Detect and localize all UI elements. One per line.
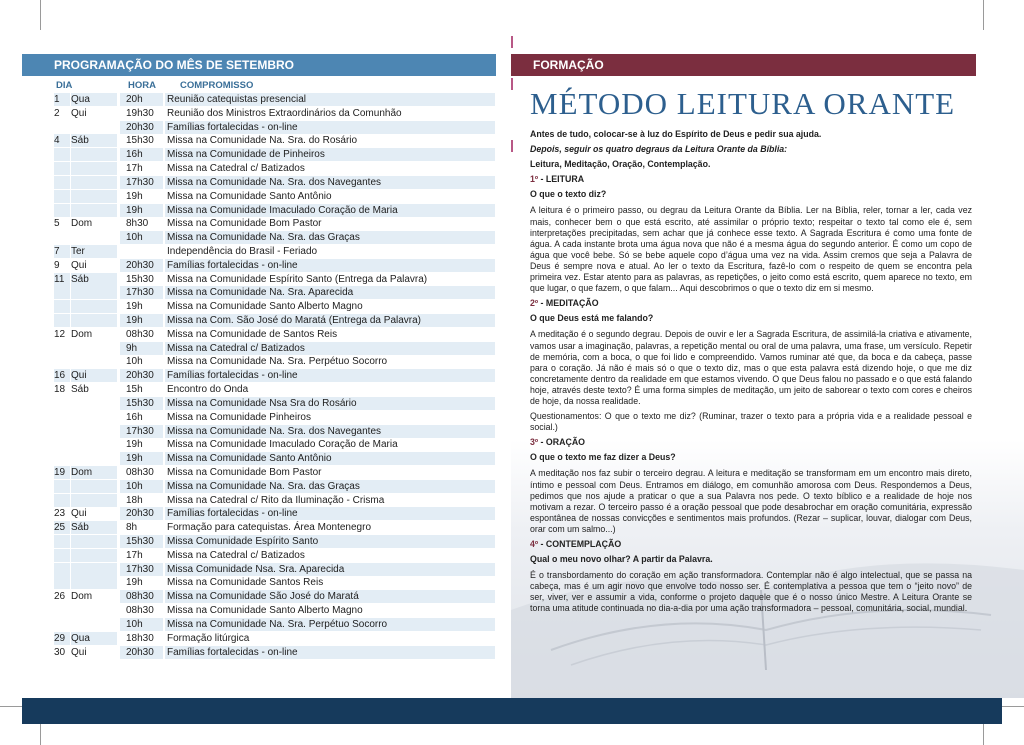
day-cell <box>54 425 70 438</box>
time-cell: 16h <box>120 148 163 161</box>
event-cell: Missa na Comunidade Nsa Sra do Rosário <box>165 397 495 410</box>
weekday-cell <box>71 314 117 327</box>
weekday-cell <box>71 618 117 631</box>
section-1-number: 1º <box>530 174 539 185</box>
event-cell: Famílias fortalecidas - on-line <box>165 121 495 134</box>
event-cell: Independência do Brasil - Feriado <box>167 245 318 257</box>
day-cell <box>54 342 70 355</box>
table-row <box>54 273 496 287</box>
weekday-cell: Qui <box>71 369 117 382</box>
table-row <box>54 549 496 563</box>
time-cell: 19h <box>120 452 163 465</box>
table-row <box>54 576 496 590</box>
weekday-cell <box>71 494 117 507</box>
section-1-paragraph: A leitura é o primeiro passo, ou degrau da Leitura Orante da Bíblia. Ler na Bíblia, reler, tornar a ler, cada vez mais, conhecer bem o que está escrito, até assimilar o próprio texto; respeitar o texto tal como ele é, sem interpretações precipitadas, sem achar que já conhece esse texto. A Sagrada Escritura é como uma fonte de água. A cada instante brota uma água nova que não é a mesma água do segundo anterior. É como um copo de água que você bebe. Só se bebe aquele copo d’água uma vez na vida. Assim cremos que seja a Palavra de Deus é sempre nova e atual. Ao ler o texto da Escritura, fazê-lo com o respeito de quem se encontra pela primeira vez. Estar atento para as palavras, as repetições, o jeito como está escrito, quem aparece no texto, em que lugar, o que fazem, o que falam... Aqui descobrimos o que o texto diz em si mesmo. <box>530 205 972 294</box>
day-cell: 25 <box>54 521 70 534</box>
time-cell: 17h30 <box>120 563 163 576</box>
time-cell: 18h30 <box>126 632 154 644</box>
schedule-page <box>22 54 496 659</box>
weekday-cell: Qui <box>71 646 87 658</box>
weekday-cell <box>71 411 117 424</box>
day-cell <box>54 231 70 244</box>
weekday-cell: Sáb <box>71 134 117 147</box>
section-3-number: 3º <box>530 437 539 448</box>
day-cell <box>54 535 70 548</box>
crop-mark-top-right <box>983 0 984 30</box>
weekday-cell: Qui <box>71 259 87 271</box>
section-4-question: Qual o meu novo olhar? A partir da Palavra. <box>530 554 713 565</box>
time-cell: 08h30 <box>126 466 154 478</box>
schedule-header: PROGRAMAÇÃO DO MÊS DE SETEMBRO <box>22 54 496 76</box>
time-cell: 19h <box>120 314 163 327</box>
time-cell: 10h <box>126 356 143 368</box>
day-cell: 16 <box>54 369 70 382</box>
event-cell: Missa na Catedral c/ Rito da Iluminação - Crisma <box>167 494 385 506</box>
table-row <box>54 466 496 480</box>
time-cell: 16h <box>126 411 143 423</box>
event-cell: Famílias fortalecidas - on-line <box>165 507 495 520</box>
day-cell <box>54 314 70 327</box>
section-1-heading <box>530 174 972 185</box>
event-cell: Missa na Catedral c/ Batizados <box>167 549 305 561</box>
day-cell <box>54 204 70 217</box>
day-cell: 2 <box>54 107 60 119</box>
table-row <box>54 535 496 549</box>
time-cell: 17h <box>126 163 143 175</box>
time-cell: 19h <box>126 439 143 451</box>
weekday-cell <box>71 148 117 161</box>
table-row <box>54 134 496 148</box>
table-row <box>54 121 496 135</box>
event-cell: Missa na Comunidade Santos Reis <box>167 577 324 589</box>
time-cell: 17h30 <box>120 176 163 189</box>
col-time-label: HORA <box>128 80 156 91</box>
weekday-cell <box>71 604 117 617</box>
weekday-cell: Sáb <box>71 273 117 286</box>
weekday-cell <box>71 286 117 299</box>
weekday-cell <box>71 425 117 438</box>
table-row <box>54 217 496 231</box>
table-row <box>54 438 496 452</box>
table-row <box>54 190 496 204</box>
time-cell: 20h30 <box>120 507 163 520</box>
table-row <box>54 204 496 218</box>
section-3-title: - ORAÇÃO <box>538 437 586 448</box>
crop-mark-top-left <box>40 0 41 30</box>
time-cell: 8h30 <box>126 218 149 230</box>
day-cell <box>54 452 70 465</box>
event-cell: Missa na Comunidade Santo Alberto Magno <box>167 605 363 617</box>
time-cell: 08h30 <box>120 590 163 603</box>
weekday-cell <box>71 480 117 493</box>
table-row <box>54 93 496 107</box>
day-cell: 23 <box>54 508 66 520</box>
section-3-question: O que o texto me faz dizer a Deus? <box>530 452 676 463</box>
intro-line-3: Leitura, Meditação, Oração, Contemplação. <box>530 159 711 170</box>
spine-mark <box>511 36 513 48</box>
section-3-paragraph: A meditação nos faz subir o terceiro degrau. A leitura e meditação se transformam em um encontro mais direto, íntimo e pessoal com Deus. Entramos em diálogo, em comunhão amorosa com Deus. Respondemos a Deus, pedimos que nos ajude a praticar o que a sua Palavra nos pede. O texto bíblico e a realidade de hoje nos motivam a rezar. O terceiro passo é a oração pessoal que pode desabrochar em oração comunitária, expressão espontânea de nossas convicções e sentimentos mais profundos. (Rezar – suplicar, louvar, dialogar com Deus, orar com um salmo...) <box>530 468 972 534</box>
time-cell: 9h <box>120 342 163 355</box>
time-cell: 15h <box>126 384 143 396</box>
section-1-title: - LEITURA <box>538 174 585 185</box>
table-row <box>54 383 496 397</box>
time-cell: 19h <box>126 301 143 313</box>
event-cell: Missa na Comunidade Na. Sra. dos Navegantes <box>165 425 495 438</box>
time-cell: 19h <box>126 190 143 202</box>
time-cell: 10h <box>120 480 163 493</box>
time-cell: 17h30 <box>120 286 163 299</box>
event-cell: Missa Comunidade Espírito Santo <box>165 535 495 548</box>
weekday-cell: Dom <box>71 466 117 479</box>
table-row <box>54 259 496 273</box>
event-cell: Missa na Comunidade Santo Antônio <box>165 452 495 465</box>
table-row <box>54 646 496 660</box>
table-row <box>54 425 496 439</box>
weekday-cell: Qui <box>71 508 87 520</box>
schedule-table <box>54 93 496 659</box>
time-cell: 10h <box>120 231 163 244</box>
event-cell: Missa na Comunidade Santo Alberto Magno <box>167 301 363 313</box>
table-row <box>54 286 496 300</box>
day-cell <box>54 176 70 189</box>
time-cell: 08h30 <box>126 605 154 617</box>
section-2-paragraph: A meditação é o segundo degrau. Depois de ouvir e ler a Sagrada Escritura, de assimilá-la criativa e ativamente, vamos usar a imaginação, palavras, a repetição mental ou oral de uma palavra, uma frase, um versículo. Repetir de memória, com a boca, o que foi lido e compreendido. Vamos ruminar até que, da boca e da cabeça, passe para o coração. Já não é mais só o que o texto diz, mas o que esta palavra está dizendo hoje, o que me diz concretamente dentro da realidade em que estamos vivendo. O que Deus falou no passado e o que está falando hoje, através deste texto? É uma forma simples de meditação, um jeito de saborear o texto com cores e cheiros de hoje, da nossa realidade. <box>530 329 972 406</box>
event-cell: Missa Comunidade Nsa. Sra. Aparecida <box>165 563 495 576</box>
intro-line-1: Antes de tudo, colocar-se à luz do Espírito de Deus e pedir sua ajuda. <box>530 129 822 139</box>
weekday-cell <box>71 190 117 203</box>
time-cell: 15h30 <box>120 535 163 548</box>
day-cell: 30 <box>54 646 66 658</box>
table-row <box>54 563 496 577</box>
table-row <box>54 314 496 328</box>
footer-band <box>22 698 1002 724</box>
section-4-heading <box>530 539 972 550</box>
weekday-cell <box>71 563 117 576</box>
time-cell: 18h <box>126 494 143 506</box>
col-event-label: COMPROMISSO <box>180 80 254 91</box>
table-row <box>54 148 496 162</box>
day-cell: 11 <box>54 273 70 286</box>
table-row <box>54 342 496 356</box>
day-cell: 19 <box>54 466 70 479</box>
section-2-title: - MEDITAÇÃO <box>538 298 599 309</box>
event-cell: Reunião catequistas presencial <box>165 93 495 106</box>
table-row <box>54 176 496 190</box>
weekday-cell <box>71 300 117 313</box>
weekday-cell <box>71 452 117 465</box>
time-cell: 20h30 <box>120 646 163 659</box>
section-2-heading <box>530 298 972 309</box>
event-cell: Missa na Comunidade de Santos Reis <box>167 328 338 340</box>
day-cell <box>54 397 70 410</box>
event-cell: Missa na Comunidade Bom Pastor <box>167 218 322 230</box>
spine-mark <box>511 78 513 90</box>
col-day-label: DIA <box>56 80 73 91</box>
section-2-question: O que Deus está me falando? <box>530 313 654 324</box>
time-cell: 15h30 <box>126 273 154 285</box>
section-1-question: O que o texto diz? <box>530 189 607 200</box>
time-cell: 08h30 <box>126 328 154 340</box>
time-cell: 15h30 <box>126 135 154 147</box>
intro-line-2: Depois, seguir os quatro degraus da Leitura Orante da Bíblia: <box>530 144 788 155</box>
day-cell <box>54 494 70 507</box>
weekday-cell <box>71 397 117 410</box>
table-row <box>54 507 496 521</box>
time-cell: 8h <box>126 522 138 534</box>
day-cell: 7 <box>54 245 70 258</box>
weekday-cell <box>71 342 117 355</box>
section-4-title: - CONTEMPLAÇÃO <box>538 539 622 549</box>
event-cell: Missa na Comunidade Imaculado Coração de Maria <box>165 204 495 217</box>
event-cell: Missa na Comunidade Na. Sra. dos Navegantes <box>165 176 495 189</box>
table-row <box>54 328 496 342</box>
table-row <box>54 355 496 369</box>
table-row <box>54 411 496 425</box>
section-3-heading <box>530 437 972 448</box>
section-2-questions: Questionamentos: O que o texto me diz? (Ruminar, trazer o texto para a própria vida e a realidade pessoal e social.) <box>530 411 972 433</box>
section-2-number: 2º <box>530 298 539 309</box>
day-cell <box>54 438 70 451</box>
day-cell <box>54 148 70 161</box>
table-row <box>54 300 496 314</box>
event-cell: Missa na Comunidade Na. Sra. das Graças <box>165 231 495 244</box>
event-cell: Reunião dos Ministros Extraordinários da Comunhão <box>167 107 402 119</box>
table-row <box>54 245 496 259</box>
event-cell: Encontro do Onda <box>167 384 249 396</box>
table-row <box>54 452 496 466</box>
day-cell <box>54 286 70 299</box>
article-body <box>530 129 972 619</box>
event-cell: Famílias fortalecidas - on-line <box>165 259 495 272</box>
day-cell: 18 <box>54 384 66 396</box>
event-cell: Missa na Comunidade Pinheiros <box>167 411 311 423</box>
event-cell: Missa na Comunidade de Pinheiros <box>165 148 495 161</box>
time-cell: 20h30 <box>120 259 163 272</box>
weekday-cell: Dom <box>71 328 93 340</box>
event-cell: Formação litúrgica <box>167 632 250 644</box>
day-cell <box>54 480 70 493</box>
day-cell <box>54 411 70 424</box>
time-cell: 20h30 <box>120 121 163 134</box>
event-cell: Missa na Comunidade Espírito Santo (Entrega da Palavra) <box>167 273 428 285</box>
time-cell: 17h30 <box>120 425 163 438</box>
weekday-cell <box>71 162 117 175</box>
table-row <box>54 521 496 535</box>
time-cell: 19h <box>120 204 163 217</box>
event-cell: Famílias fortalecidas - on-line <box>165 646 495 659</box>
table-row <box>54 231 496 245</box>
table-row <box>54 590 496 604</box>
weekday-cell: Dom <box>71 218 93 230</box>
day-cell <box>54 190 70 203</box>
event-cell: Missa na Comunidade Na. Sra. Perpétuo Socorro <box>165 618 495 631</box>
crop-mark-bottom-left <box>40 722 41 745</box>
section-4-number: 4º <box>530 539 539 549</box>
event-cell: Missa na Comunidade Na. Sra. Aparecida <box>165 286 495 299</box>
weekday-cell <box>71 549 117 562</box>
day-cell: 9 <box>54 259 60 271</box>
time-cell: 20h30 <box>120 369 163 382</box>
page-title: MÉTODO LEITURA ORANTE <box>530 86 956 121</box>
crop-mark-bottom-right <box>983 722 984 745</box>
weekday-cell <box>71 121 117 134</box>
event-cell: Famílias fortalecidas - on-line <box>165 369 495 382</box>
table-row <box>54 632 496 646</box>
weekday-cell: Sáb <box>71 521 117 534</box>
section-4-paragraph: É o transbordamento do coração em ação transformadora. Contemplar não é algo intelectual, que se passa na cabeça, mas é um agir novo que envolve todo nosso ser. É contemplativa a pessoa que tem o “jeito novo” de ser, viver, ver e assumir a vida, conforme o projeto daquele que é o nosso único Mestre. A Leitura Orante se torna uma atitude continuada no dia-a-dia por uma ação transformadora – pessoal, comunitária, social, mundial. <box>530 570 972 614</box>
table-row <box>54 107 496 121</box>
event-cell: Formação para catequistas. Área Montenegro <box>167 522 371 534</box>
formation-header: FORMAÇÃO <box>511 54 976 76</box>
day-cell: 1 <box>54 93 70 106</box>
event-cell: Missa na Com. São José do Maratá (Entrega da Palavra) <box>165 314 495 327</box>
event-cell: Missa na Comunidade Santo Antônio <box>167 190 332 202</box>
weekday-cell: Sáb <box>71 384 89 396</box>
weekday-cell <box>71 535 117 548</box>
event-cell: Missa na Comunidade São José do Maratá <box>165 590 495 603</box>
day-cell <box>54 563 70 576</box>
time-cell: 19h <box>126 577 143 589</box>
weekday-cell: Ter <box>71 245 117 258</box>
time-cell: 15h30 <box>120 397 163 410</box>
formation-page <box>511 54 976 76</box>
day-cell <box>54 576 70 589</box>
event-cell: Missa na Comunidade Imaculado Coração de Maria <box>167 439 398 451</box>
time-cell <box>120 245 163 258</box>
day-cell: 26 <box>54 591 66 603</box>
time-cell: 10h <box>120 618 163 631</box>
day-cell <box>54 300 70 313</box>
weekday-cell: Qua <box>71 632 117 645</box>
table-row <box>54 480 496 494</box>
table-row <box>54 397 496 411</box>
table-row <box>54 618 496 632</box>
day-cell: 4 <box>54 134 70 147</box>
event-cell: Missa na Comunidade Bom Pastor <box>167 466 322 478</box>
event-cell: Missa na Comunidade Na. Sra. das Graças <box>165 480 495 493</box>
weekday-cell <box>71 176 117 189</box>
weekday-cell: Dom <box>71 591 93 603</box>
day-cell <box>54 162 70 175</box>
weekday-cell <box>71 204 117 217</box>
weekday-cell: Qua <box>71 93 117 106</box>
time-cell: 20h <box>120 93 163 106</box>
event-cell: Missa na Catedral c/ Batizados <box>165 342 495 355</box>
time-cell: 19h30 <box>126 107 154 119</box>
column-headers <box>22 79 496 93</box>
day-cell: 29 <box>54 632 70 645</box>
time-cell: 17h <box>126 549 143 561</box>
table-row <box>54 494 496 508</box>
event-cell: Missa na Catedral c/ Batizados <box>167 163 305 175</box>
table-row <box>54 162 496 176</box>
event-cell: Missa na Comunidade Na. Sra. do Rosário <box>167 135 358 147</box>
day-cell <box>54 549 70 562</box>
weekday-cell <box>71 355 117 368</box>
day-cell: 12 <box>54 328 66 340</box>
weekday-cell <box>71 576 117 589</box>
table-row <box>54 369 496 383</box>
day-cell <box>54 355 70 368</box>
weekday-cell <box>71 231 117 244</box>
day-cell: 5 <box>54 218 60 230</box>
weekday-cell: Qui <box>71 107 87 119</box>
table-row <box>54 604 496 618</box>
weekday-cell <box>71 438 117 451</box>
day-cell <box>54 604 70 617</box>
event-cell: Missa na Comunidade Na. Sra. Perpétuo Socorro <box>167 356 388 368</box>
day-cell <box>54 618 70 631</box>
spine-mark <box>511 140 513 152</box>
day-cell <box>54 121 70 134</box>
